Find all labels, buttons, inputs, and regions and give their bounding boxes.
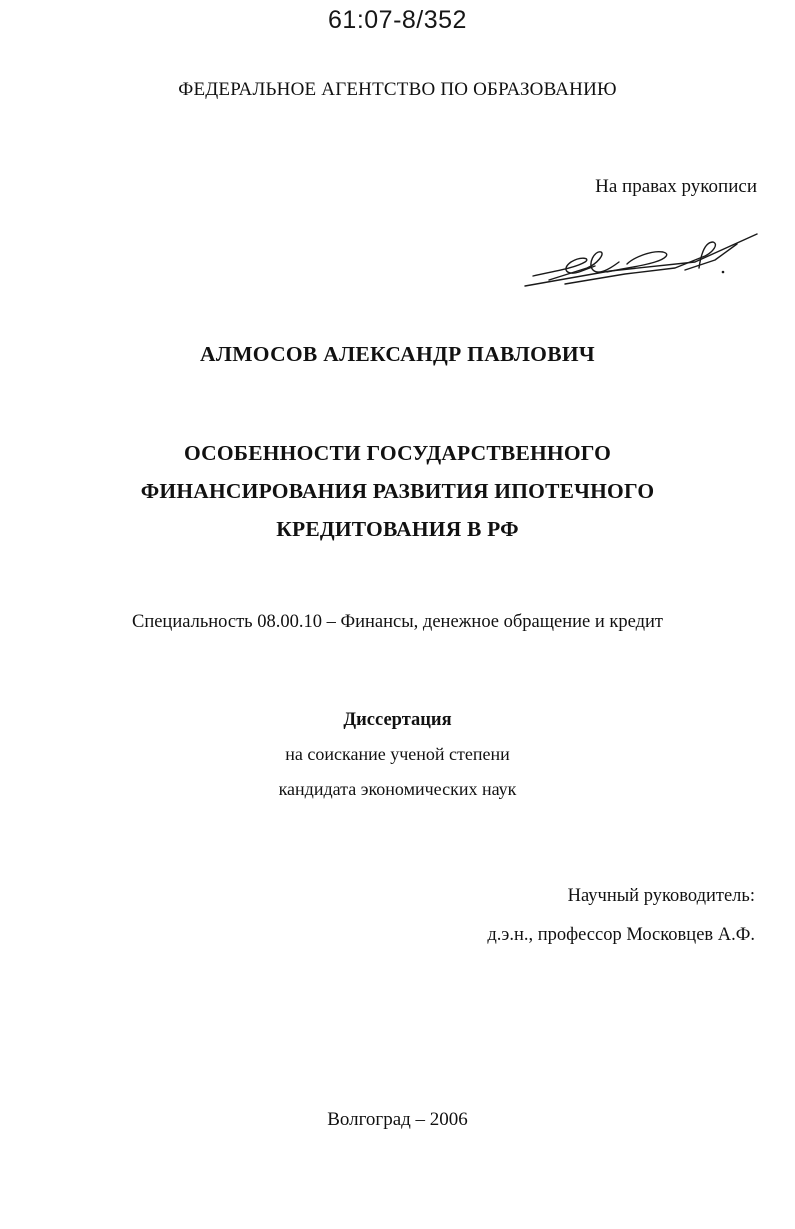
dissertation-type: Диссертация <box>343 710 452 730</box>
degree-line: на соискание ученой степени <box>285 744 510 764</box>
title-line: ОСОБЕННОСТИ ГОСУДАРСТВЕННОГО <box>183 441 612 465</box>
title-line: КРЕДИТОВАНИЯ В РФ <box>276 517 519 541</box>
author-name: АЛМОСОВ АЛЕКСАНДР ПАВЛОВИЧ <box>200 342 595 366</box>
city-year: Волгоград – 2006 <box>327 1109 468 1130</box>
handwritten-signature <box>515 224 765 294</box>
specialty: Специальность 08.00.10 – Финансы, денежное обращение и кредит <box>131 612 663 632</box>
rights-note: На правах рукописи <box>595 176 757 197</box>
dissertation-title <box>0 434 795 548</box>
agency-name: ФЕДЕРАЛЬНОЕ АГЕНТСТВО ПО ОБРАЗОВАНИЮ <box>178 79 617 100</box>
archive-code: 61:07-8/352 <box>328 6 467 34</box>
supervisor-name: д.э.н., профессор Московцев А.Ф. <box>487 925 755 945</box>
degree-line: кандидата экономических наук <box>278 779 517 799</box>
title-line: ФИНАНСИРОВАНИЯ РАЗВИТИЯ ИПОТЕЧНОГО <box>140 479 655 503</box>
supervisor-label: Научный руководитель: <box>567 886 755 906</box>
